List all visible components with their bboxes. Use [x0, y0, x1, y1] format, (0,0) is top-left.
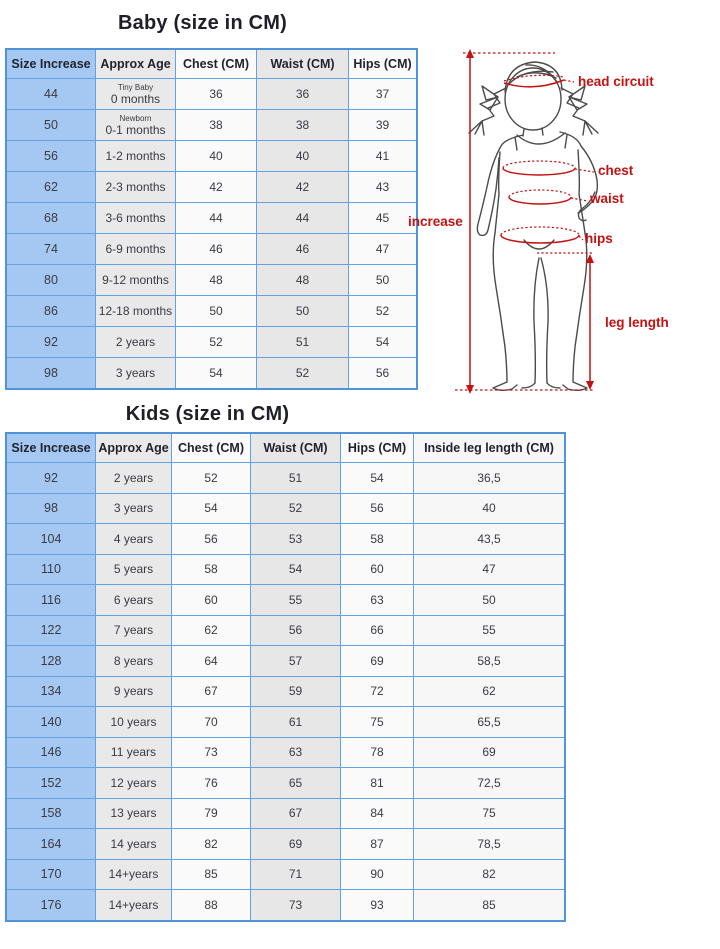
table-cell: 45	[349, 203, 418, 234]
table-cell: 2-3 months	[96, 172, 176, 203]
table-cell: 62	[6, 172, 96, 203]
table-cell: 5 years	[96, 554, 172, 585]
table-cell: 176	[6, 890, 96, 921]
column-header: Chest (CM)	[172, 433, 251, 463]
table-cell: 14 years	[96, 829, 172, 860]
table-cell: 9 years	[96, 676, 172, 707]
table-row	[6, 585, 565, 616]
table-cell: 54	[349, 327, 418, 358]
table-cell: 104	[6, 524, 96, 555]
table-cell: 2 years	[96, 463, 172, 494]
table-row	[6, 707, 565, 738]
table-cell: 57	[251, 646, 341, 677]
table-cell: 86	[6, 296, 96, 327]
table-row	[6, 615, 565, 646]
table-cell: 38	[257, 110, 349, 141]
label-hips: hips	[585, 231, 613, 246]
table-cell: 78	[341, 737, 414, 768]
table-cell: 50	[257, 296, 349, 327]
table-cell: 3 years	[96, 358, 176, 390]
table-cell: 82	[172, 829, 251, 860]
table-cell: 79	[172, 798, 251, 829]
table-cell: 50	[414, 585, 566, 616]
table-cell: 128	[6, 646, 96, 677]
table-cell: 47	[414, 554, 566, 585]
table-cell: 164	[6, 829, 96, 860]
table-cell: 93	[341, 890, 414, 921]
table-cell: 67	[251, 798, 341, 829]
table-row	[6, 296, 417, 327]
column-header: Approx Age	[96, 49, 176, 79]
table-row	[6, 110, 417, 141]
table-cell: 78,5	[414, 829, 566, 860]
table-cell: 61	[251, 707, 341, 738]
kids-header-row	[6, 433, 565, 463]
table-cell: 76	[172, 768, 251, 799]
column-header: Size Increase	[6, 49, 96, 79]
table-row	[6, 203, 417, 234]
age-value: 0-1 months	[105, 122, 166, 137]
table-cell: 42	[176, 172, 257, 203]
table-cell: 58	[172, 554, 251, 585]
label-head-circuit: head circuit	[578, 74, 654, 89]
table-cell: 66	[341, 615, 414, 646]
table-cell: 140	[6, 707, 96, 738]
table-cell: 3 years	[96, 493, 172, 524]
table-cell: 62	[172, 615, 251, 646]
table-cell: 58	[341, 524, 414, 555]
table-cell: 55	[251, 585, 341, 616]
table-cell: 69	[341, 646, 414, 677]
table-cell: 51	[257, 327, 349, 358]
table-cell: 146	[6, 737, 96, 768]
table-cell: 44	[6, 79, 96, 110]
table-row	[6, 798, 565, 829]
table-cell: 3-6 months	[96, 203, 176, 234]
age-value: 0 months	[110, 91, 161, 106]
column-header: Hips (CM)	[349, 49, 418, 79]
table-cell: 73	[251, 890, 341, 921]
table-cell: 58,5	[414, 646, 566, 677]
table-row	[6, 524, 565, 555]
girl-measurement-diagram	[405, 42, 718, 397]
table-cell: 92	[6, 463, 96, 494]
table-cell: 80	[6, 265, 96, 296]
table-cell: 122	[6, 615, 96, 646]
table-cell: 54	[172, 493, 251, 524]
table-cell: 9-12 months	[96, 265, 176, 296]
table-cell: 98	[6, 493, 96, 524]
table-row	[6, 172, 417, 203]
table-cell: 73	[172, 737, 251, 768]
table-row	[6, 358, 417, 390]
table-cell: 8 years	[96, 646, 172, 677]
table-cell: 54	[251, 554, 341, 585]
table-cell: 1-2 months	[96, 141, 176, 172]
table-cell: 64	[172, 646, 251, 677]
table-cell: 69	[414, 737, 566, 768]
table-cell: 36	[176, 79, 257, 110]
table-cell: 39	[349, 110, 418, 141]
table-cell: 75	[414, 798, 566, 829]
table-cell: 52	[172, 463, 251, 494]
label-chest: chest	[598, 163, 634, 178]
table-cell: 62	[414, 676, 566, 707]
table-row	[6, 463, 565, 494]
table-cell: 152	[6, 768, 96, 799]
table-cell: 14+years	[96, 859, 172, 890]
table-cell: 50	[6, 110, 96, 141]
table-cell: 92	[6, 327, 96, 358]
table-cell: 41	[349, 141, 418, 172]
table-cell: 70	[172, 707, 251, 738]
girl-outline	[469, 62, 598, 390]
table-row	[6, 829, 565, 860]
table-cell: 54	[341, 463, 414, 494]
table-row	[6, 141, 417, 172]
table-cell: 65	[251, 768, 341, 799]
age-note: Tiny Baby	[117, 82, 154, 92]
table-cell: 71	[251, 859, 341, 890]
table-cell: 67	[172, 676, 251, 707]
table-cell: 56	[6, 141, 96, 172]
table-row	[6, 554, 565, 585]
table-cell: 47	[349, 234, 418, 265]
table-row	[6, 676, 565, 707]
table-cell: 60	[341, 554, 414, 585]
table-cell: 51	[251, 463, 341, 494]
table-cell: 63	[251, 737, 341, 768]
table-cell: 4 years	[96, 524, 172, 555]
table-cell: 158	[6, 798, 96, 829]
table-cell: 14+years	[96, 890, 172, 921]
table-cell: 44	[257, 203, 349, 234]
age-note: Newborn	[119, 113, 152, 123]
column-header: Hips (CM)	[341, 433, 414, 463]
label-increase: increase	[408, 214, 463, 229]
table-cell: 87	[341, 829, 414, 860]
table-cell: 43,5	[414, 524, 566, 555]
column-header: Inside leg length (CM)	[414, 433, 566, 463]
label-leg-length: leg length	[605, 315, 669, 330]
table-cell: 52	[349, 296, 418, 327]
table-cell: 56	[349, 358, 418, 390]
table-cell: 88	[172, 890, 251, 921]
table-row	[6, 768, 565, 799]
baby-table-title: Baby (size in CM)	[118, 12, 287, 34]
table-cell: 36	[257, 79, 349, 110]
column-header: Size Increase	[6, 433, 96, 463]
table-cell: 44	[176, 203, 257, 234]
table-row	[6, 737, 565, 768]
table-cell: 56	[251, 615, 341, 646]
arrowheads	[466, 49, 594, 394]
table-cell	[96, 79, 176, 110]
table-cell: 90	[341, 859, 414, 890]
label-waist: waist	[590, 191, 624, 206]
table-cell: 50	[176, 296, 257, 327]
table-cell: 53	[251, 524, 341, 555]
baby-header-row	[6, 49, 417, 79]
table-cell: 12 years	[96, 768, 172, 799]
table-cell: 75	[341, 707, 414, 738]
kids-table-title: Kids (size in CM)	[125, 403, 290, 425]
table-cell: 69	[251, 829, 341, 860]
table-cell: 68	[6, 203, 96, 234]
measurement-lines	[455, 53, 595, 390]
table-cell: 40	[176, 141, 257, 172]
table-cell: 84	[341, 798, 414, 829]
table-cell: 85	[414, 890, 566, 921]
table-cell: 55	[414, 615, 566, 646]
table-cell: 12-18 months	[96, 296, 176, 327]
table-cell: 116	[6, 585, 96, 616]
table-row	[6, 265, 417, 296]
table-cell: 6-9 months	[96, 234, 176, 265]
kids-size-table	[5, 432, 566, 922]
table-cell: 46	[257, 234, 349, 265]
table-cell: 52	[176, 327, 257, 358]
table-cell: 40	[414, 493, 566, 524]
table-cell: 11 years	[96, 737, 172, 768]
table-cell: 82	[414, 859, 566, 890]
column-header: Waist (CM)	[251, 433, 341, 463]
table-cell: 170	[6, 859, 96, 890]
table-cell: 46	[176, 234, 257, 265]
column-header: Waist (CM)	[257, 49, 349, 79]
table-cell: 52	[251, 493, 341, 524]
table-row	[6, 646, 565, 677]
table-cell: 43	[349, 172, 418, 203]
table-cell: 40	[257, 141, 349, 172]
table-cell: 60	[172, 585, 251, 616]
table-cell: 72,5	[414, 768, 566, 799]
table-row	[6, 79, 417, 110]
table-cell: 6 years	[96, 585, 172, 616]
table-cell: 48	[176, 265, 257, 296]
table-cell: 65,5	[414, 707, 566, 738]
table-cell	[96, 110, 176, 141]
table-cell: 63	[341, 585, 414, 616]
table-cell: 85	[172, 859, 251, 890]
table-cell: 74	[6, 234, 96, 265]
table-cell: 81	[341, 768, 414, 799]
table-row	[6, 493, 565, 524]
table-row	[6, 859, 565, 890]
table-cell: 56	[172, 524, 251, 555]
table-cell: 2 years	[96, 327, 176, 358]
table-cell: 56	[341, 493, 414, 524]
table-cell: 52	[257, 358, 349, 390]
table-cell: 50	[349, 265, 418, 296]
baby-size-table	[5, 48, 418, 390]
table-row	[6, 234, 417, 265]
table-row	[6, 890, 565, 921]
table-cell: 98	[6, 358, 96, 390]
table-cell: 72	[341, 676, 414, 707]
table-cell: 38	[176, 110, 257, 141]
table-cell: 48	[257, 265, 349, 296]
table-cell: 134	[6, 676, 96, 707]
column-header: Approx Age	[96, 433, 172, 463]
measurement-figure	[405, 42, 718, 397]
table-cell: 54	[176, 358, 257, 390]
table-cell: 36,5	[414, 463, 566, 494]
table-cell: 37	[349, 79, 418, 110]
table-cell: 42	[257, 172, 349, 203]
table-cell: 10 years	[96, 707, 172, 738]
table-cell: 59	[251, 676, 341, 707]
table-cell: 13 years	[96, 798, 172, 829]
table-cell: 110	[6, 554, 96, 585]
table-cell: 7 years	[96, 615, 172, 646]
table-row	[6, 327, 417, 358]
column-header: Chest (CM)	[176, 49, 257, 79]
